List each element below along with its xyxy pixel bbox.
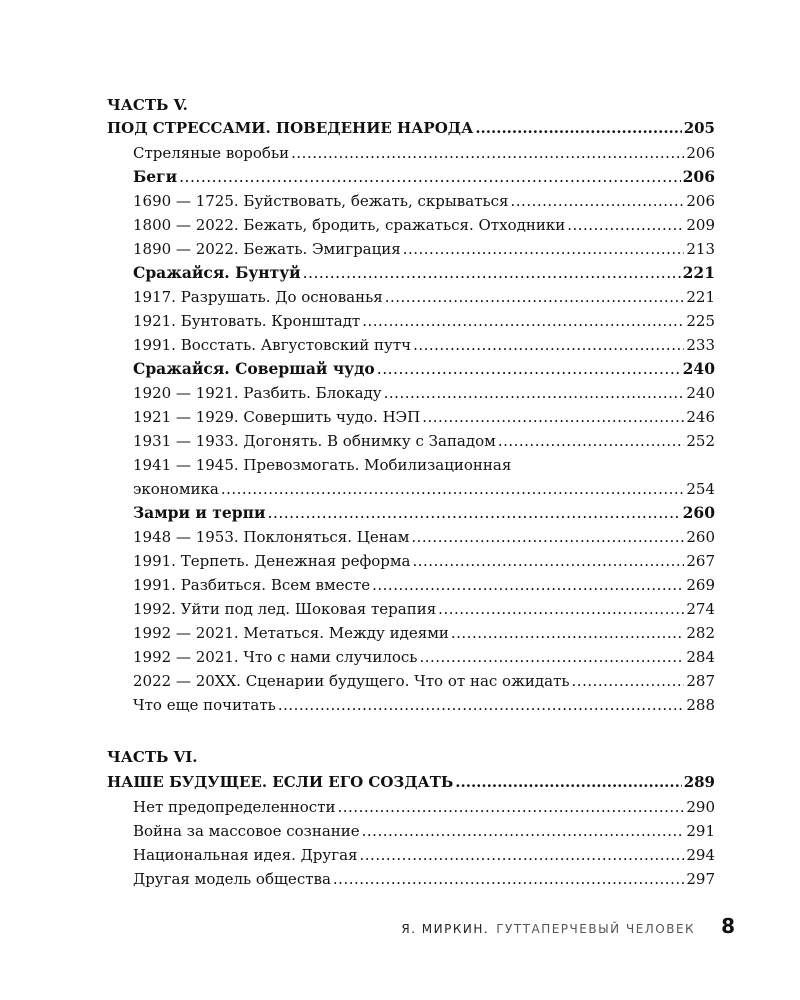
leader-dots bbox=[498, 430, 685, 452]
toc-entry: 1921 — 1929. Совершить чудо. НЭП ..... 246 bbox=[133, 406, 715, 428]
leader-dots bbox=[291, 142, 684, 164]
leader-dots bbox=[385, 286, 685, 308]
leader-dots bbox=[362, 310, 684, 332]
leader-dots bbox=[511, 190, 685, 212]
leader-dots bbox=[303, 262, 681, 284]
part-5-heading bbox=[107, 117, 715, 139]
leader-dots bbox=[179, 166, 681, 188]
leader-dots bbox=[384, 382, 685, 404]
leader-dots bbox=[419, 646, 684, 668]
part-6-heading bbox=[107, 771, 715, 793]
toc-entry: 1890 — 2022. Бежать. Эмиграция ..... 213 bbox=[133, 238, 715, 260]
toc-entry: 1992. Уйти под лед. Шоковая терапия ..... 274 bbox=[133, 598, 715, 620]
part-6-title: НАШЕ БУДУЩЕЕ. ЕСЛИ ЕГО СОЗДАТЬ bbox=[107, 773, 454, 791]
toc-entry: Национальная идея. Другая ..... 294 bbox=[133, 844, 715, 866]
leader-dots bbox=[360, 844, 685, 866]
toc-section-entry: Беги ..... 206 bbox=[133, 166, 715, 188]
toc-entry: 1920 — 1921. Разбить. Блокаду ..... 240 bbox=[133, 382, 715, 404]
leader-dots bbox=[438, 598, 684, 620]
toc-entry: 1992 — 2021. Что с нами случилось ..... 284 bbox=[133, 646, 715, 668]
leader-dots bbox=[412, 550, 684, 572]
leader-dots bbox=[413, 334, 684, 356]
part-5-page: 205 bbox=[683, 119, 715, 137]
part-5-title: ПОД СТРЕССАМИ. ПОВЕДЕНИЕ НАРОДА bbox=[107, 119, 474, 137]
leader-dots bbox=[267, 502, 680, 524]
toc-entry: экономика ..... 254 bbox=[133, 478, 715, 500]
leader-dots bbox=[411, 526, 684, 548]
leader-dots bbox=[475, 117, 681, 139]
toc-entry: 1800 — 2022. Бежать, бродить, сражаться. Отходники ..... 209 bbox=[133, 214, 715, 236]
leader-dots bbox=[567, 214, 684, 236]
toc-entry: 1690 — 1725. Буйствовать, бежать, скрываться ..... 206 bbox=[133, 190, 715, 212]
part-6-page: 289 bbox=[683, 773, 715, 791]
toc-entry: Война за массовое сознание ..... 291 bbox=[133, 820, 715, 842]
leader-dots bbox=[455, 771, 681, 793]
toc-entry: 1991. Терпеть. Денежная реформа ..... 267 bbox=[133, 550, 715, 572]
part-6-label: ЧАСТЬ VI. bbox=[107, 748, 198, 766]
toc-section-entry: Замри и терпи ..... 260 bbox=[133, 502, 715, 524]
leader-dots bbox=[333, 868, 684, 890]
toc-section-entry: Сражайся. Бунтуй ..... 221 bbox=[133, 262, 715, 284]
leader-dots bbox=[451, 622, 684, 644]
toc-entry-line-1: 1941 — 1945. Превозмогать. Мобилизационная bbox=[133, 456, 512, 474]
footer-book-title: ГУТТАПЕРЧЕВЫЙ ЧЕЛОВЕК bbox=[496, 922, 696, 936]
toc-entry: Другая модель общества ..... 297 bbox=[133, 868, 715, 890]
leader-dots bbox=[403, 238, 685, 260]
toc-entry: Что еще почитать ..... 288 bbox=[133, 694, 715, 716]
leader-dots bbox=[377, 358, 681, 380]
toc-entry: 1921. Бунтовать. Кронштадт ..... 225 bbox=[133, 310, 715, 332]
toc-entry: 1992 — 2021. Метаться. Между идеями ..... 282 bbox=[133, 622, 715, 644]
part-5-label: ЧАСТЬ V. bbox=[107, 96, 188, 114]
toc-section-entry: Сражайся. Совершай чудо ..... 240 bbox=[133, 358, 715, 380]
page-number: 8 bbox=[721, 914, 735, 938]
leader-dots bbox=[338, 796, 685, 818]
toc-entry: 1991. Восстать. Августовский путч ..... 233 bbox=[133, 334, 715, 356]
toc-entry: 1948 — 1953. Поклоняться. Ценам ..... 260 bbox=[133, 526, 715, 548]
leader-dots bbox=[362, 820, 685, 842]
toc-entry: 1917. Разрушать. До основанья ..... 221 bbox=[133, 286, 715, 308]
leader-dots bbox=[572, 670, 685, 692]
running-footer bbox=[355, 914, 735, 938]
footer-author: Я. МИРКИН. bbox=[401, 922, 490, 936]
toc-entry: Нет предопределенности ..... 290 bbox=[133, 796, 715, 818]
toc-entry: 1931 — 1933. Догонять. В обнимку с Западом ..... 252 bbox=[133, 430, 715, 452]
leader-dots bbox=[422, 406, 684, 428]
leader-dots bbox=[372, 574, 684, 596]
toc-entry: 2022 — 20XX. Сценарии будущего. Что от нас ожидать ..... 287 bbox=[133, 670, 715, 692]
toc-entry: Стреляные воробьи ..... 206 bbox=[133, 142, 715, 164]
leader-dots bbox=[221, 478, 685, 500]
leader-dots bbox=[278, 694, 685, 716]
toc-entry: 1991. Разбиться. Всем вместе ..... 269 bbox=[133, 574, 715, 596]
